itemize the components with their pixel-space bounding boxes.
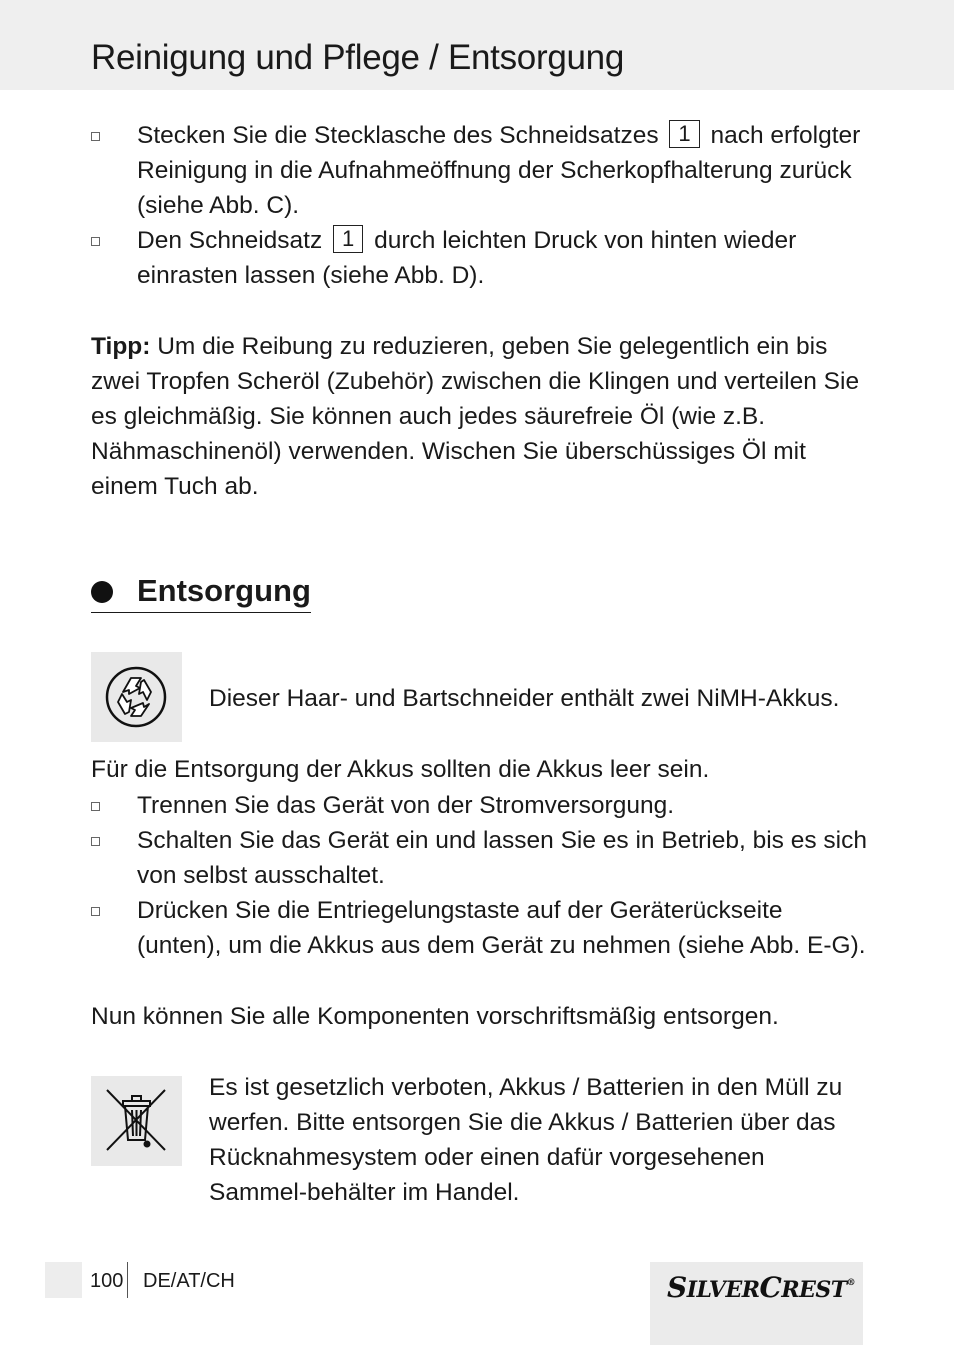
- bullet-dot-icon: [91, 581, 113, 603]
- final-note: Nun können Sie alle Komponenten vorschriftsmäßig entsorgen.: [91, 1003, 779, 1030]
- footer-tab: [45, 1262, 82, 1298]
- checkbox-bullet-icon: [91, 907, 100, 916]
- crossed-out-bin-icon: [91, 1076, 182, 1166]
- checkbox-bullet-icon: [91, 837, 100, 846]
- recycle-note: Dieser Haar- und Bartschneider enthält zwei NiMH-Akkus.: [209, 685, 840, 712]
- part-reference: 1: [669, 120, 699, 148]
- footer-language: DE/AT/CH: [143, 1270, 235, 1292]
- footer-divider: [127, 1262, 128, 1298]
- disposal-steps-list: [91, 788, 871, 963]
- brand-logo-box: [650, 1262, 863, 1345]
- recycle-icon-tile: [91, 652, 182, 742]
- part-reference: 1: [333, 225, 363, 253]
- list-item: Stecken Sie die Stecklasche des Schneidsatzes 1 nach erfolgter Reinigung in die Aufnahmeöffnung der Scherkopfhalterung zurück (siehe Abb. C).: [91, 118, 871, 223]
- cleaning-steps-list: [91, 118, 871, 293]
- list-item: Drücken Sie die Entriegelungstaste auf der Geräterückseite (unten), um die Akkus aus dem Gerät zu nehmen (siehe Abb. E-G).: [91, 893, 871, 963]
- disposal-intro: Für die Entsorgung der Akkus sollten die Akkus leer sein.: [91, 756, 710, 783]
- tip-label: Tipp:: [91, 333, 151, 360]
- recycle-icon: [91, 652, 182, 742]
- brand-logo: SILVERCREST®: [667, 1271, 856, 1304]
- checkbox-bullet-icon: [91, 237, 100, 246]
- page-number: 100: [90, 1270, 124, 1292]
- tip-text: Um die Reibung zu reduzieren, geben Sie gelegentlich ein bis zwei Tropfen Scheröl (Zubehör) zwischen die Klingen und verteilen Sie es gleichmäßig. Sie können auch jedes säurefreie Öl (wie z.B. Nähmaschinenöl) verwenden. Wischen Sie überschüssiges Öl mit einem Tuch ab.: [91, 333, 860, 500]
- checkbox-bullet-icon: [91, 802, 100, 811]
- page-title: Reinigung und Pflege / Entsorgung: [91, 38, 624, 77]
- list-item: Trennen Sie das Gerät von der Stromversorgung.: [91, 788, 871, 823]
- section-heading: Entsorgung: [91, 572, 311, 613]
- battery-warning: Es ist gesetzlich verboten, Akkus / Batterien in den Müll zu werfen. Bitte entsorgen Sie die Akkus / Batterien über das Rücknahmesystem oder einen dafür vorgesehenen Sammel-behälter im Handel.: [209, 1074, 843, 1206]
- list-item: Den Schneidsatz 1 durch leichten Druck von hinten wieder einrasten lassen (siehe Abb. D).: [91, 223, 871, 293]
- tip-paragraph: [91, 329, 871, 504]
- checkbox-bullet-icon: [91, 132, 100, 141]
- bin-icon-tile: [91, 1076, 182, 1166]
- list-item: Schalten Sie das Gerät ein und lassen Sie es in Betrieb, bis es sich von selbst ausschaltet.: [91, 823, 871, 893]
